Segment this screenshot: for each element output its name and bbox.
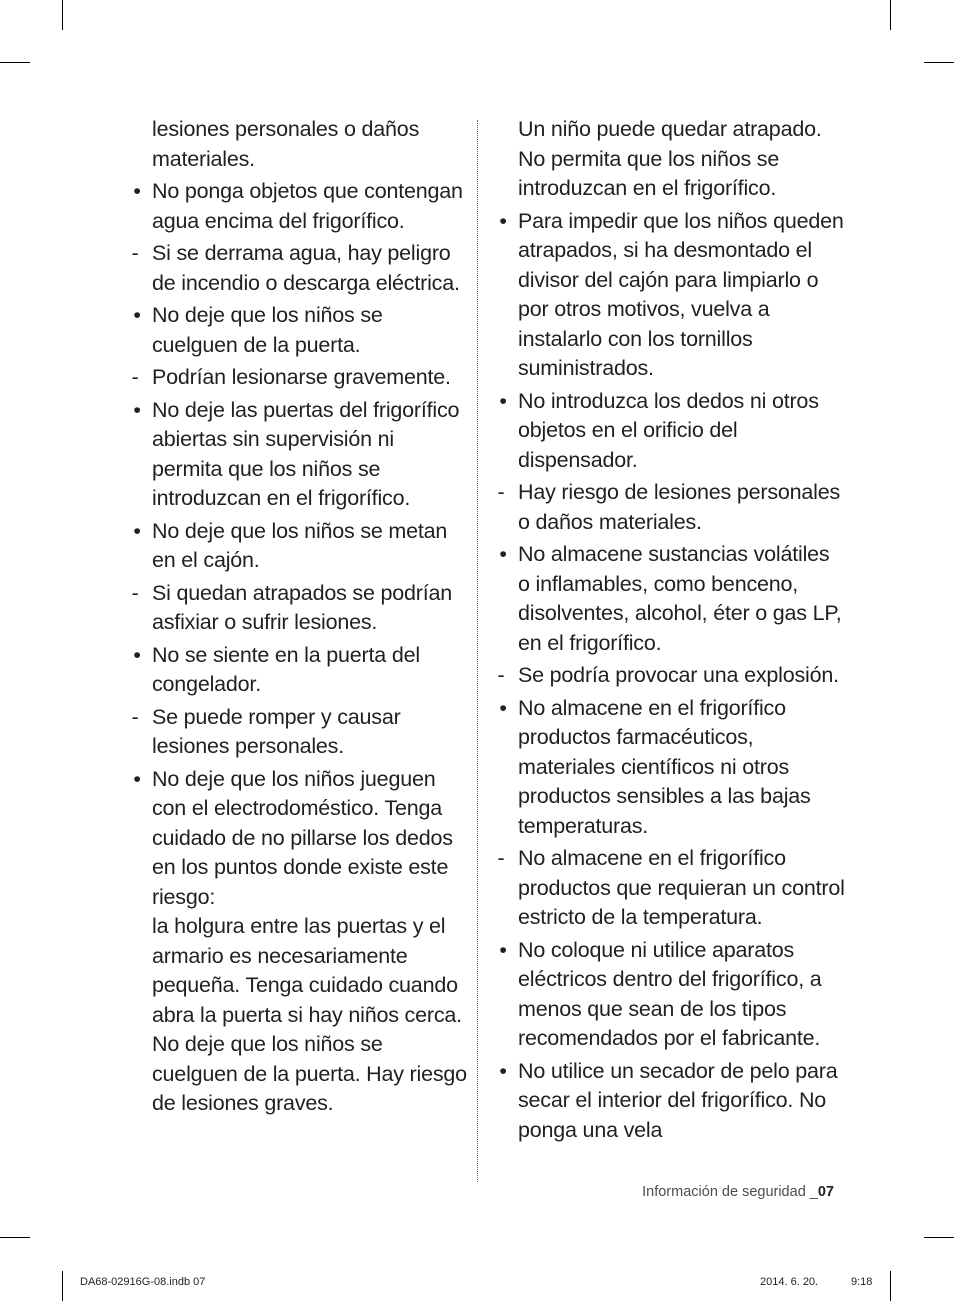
slug-file: DA68-02916G-08.indb 07 [80,1276,206,1288]
list-item [118,703,468,762]
bullet-mark: • [133,303,141,327]
list-item [118,641,468,700]
dash-mark: - [131,580,139,605]
bullet-mark: • [499,542,507,566]
item-text: No deje que los niños se metan en el cajón. [152,518,448,572]
dash-mark: - [497,663,505,687]
page-footer [642,1184,834,1200]
item-text: Si se derrama agua, hay peligro de incendio o descarga eléctrica. [152,241,460,295]
list-item [118,396,468,514]
item-text: No deje que los niños se cuelguen de la puerta. [152,303,383,357]
item-text: Se podría provocar una explosión. [518,663,839,687]
bullet-mark: • [133,179,141,203]
item-text: No se siente en la puerta del congelador. [152,642,420,696]
dash-mark: - [131,365,139,389]
crop-mark [0,1237,30,1238]
page-number: 07 [817,1184,834,1200]
item-text: No ponga objetos que contengan agua encima del frigorífico. [152,179,463,233]
left-column [118,115,468,1122]
item-text: No almacene en el frigorífico productos farmacéuticos, materiales científicos ni otros productos sensibles a las bajas temperaturas. [518,695,811,838]
bullet-mark: • [133,766,141,791]
crop-mark [62,1271,63,1301]
item-text: Para impedir que los niños queden atrapados, si ha desmontado el divisor del cajón para limpiarlo o por otros motivos, vuelva a instalarlo con los tornillos suministrados. [518,208,844,380]
bullet-mark: • [133,518,141,543]
crop-mark [890,1271,891,1301]
item-text: Se puede romper y causar lesiones personales. [152,704,401,758]
list-item [484,540,846,658]
list-item [484,387,846,476]
list-item [484,1057,846,1146]
bullet-mark: • [133,642,141,667]
item-text: Hay riesgo de lesiones personales o daños materiales. [518,480,841,534]
slug-time: 9:18 [851,1276,873,1288]
list-item [118,239,468,298]
list-item [484,478,846,537]
item-text: No coloque ni utilice aparatos eléctricos dentro del frigorífico, a menos que sean de los tipos recomendados por el fabricante. [518,937,822,1050]
list-item [118,363,468,393]
list-item [118,115,468,174]
dash-mark: - [497,846,505,870]
list-item [118,765,468,1119]
list-item [118,517,468,576]
item-text: No utilice un secador de pelo para secar el interior del frigorífico. No ponga una vela [518,1058,838,1142]
list-item [484,936,846,1054]
list-item [118,579,468,638]
slug-date: 2014. 6. 20. [760,1276,819,1288]
list-item [484,115,846,204]
footer-section-title: Información de seguridad _ [642,1184,818,1200]
item-text: Podrían lesionarse gravemente. [152,365,451,389]
right-column [484,115,846,1148]
list-item [484,661,846,691]
crop-mark [924,1237,954,1238]
list-item [484,207,846,384]
list-item [484,694,846,842]
bullet-mark: • [499,695,507,720]
column-divider [477,120,478,1182]
item-text: Un niño puede quedar atrapado. No permita que los niños se introduzcan en el frigorífico. [518,117,822,200]
dash-mark: - [131,704,139,729]
bullet-mark: • [499,388,507,413]
item-text: No introduzca los dedos ni otros objetos en el orificio del dispensador. [518,388,819,472]
item-text: No deje que los niños jueguen con el electrodoméstico. Tenga cuidado de no pillarse los dedos en los puntos donde existe este riesgo: [152,766,453,909]
crop-mark [62,0,63,30]
item-text: Si quedan atrapados se podrían asfixiar o sufrir lesiones. [152,580,453,634]
bullet-mark: • [499,1058,507,1083]
item-text: No almacene en el frigorífico productos que requieran un control estricto de la temperatura. [518,846,845,929]
bullet-mark: • [499,937,507,962]
item-text: No almacene sustancias volátiles o inflamables, como benceno, disolventes, alcohol, éter o gas LP, en el frigorífico. [518,542,842,655]
list-item [118,301,468,360]
crop-mark [890,0,891,30]
list-item [484,844,846,933]
dash-mark: - [497,480,505,504]
bullet-mark: • [133,397,141,422]
crop-mark [0,62,30,63]
list-item [118,177,468,236]
dash-mark: - [131,241,139,265]
item-text-continued: la holgura entre las puertas y el armario es necesariamente pequeña. Tenga cuidado cuando abra la puerta si hay niños cerca. No deje que los niños se cuelguen de la puerta. Hay riesgo de lesiones graves. [152,914,467,1115]
bullet-mark: • [499,208,507,233]
crop-mark [924,62,954,63]
item-text: lesiones personales o daños materiales. [152,117,420,171]
item-text: No deje las puertas del frigorífico abiertas sin supervisión ni permita que los niños se introduzcan en el frigorífico. [152,397,460,510]
